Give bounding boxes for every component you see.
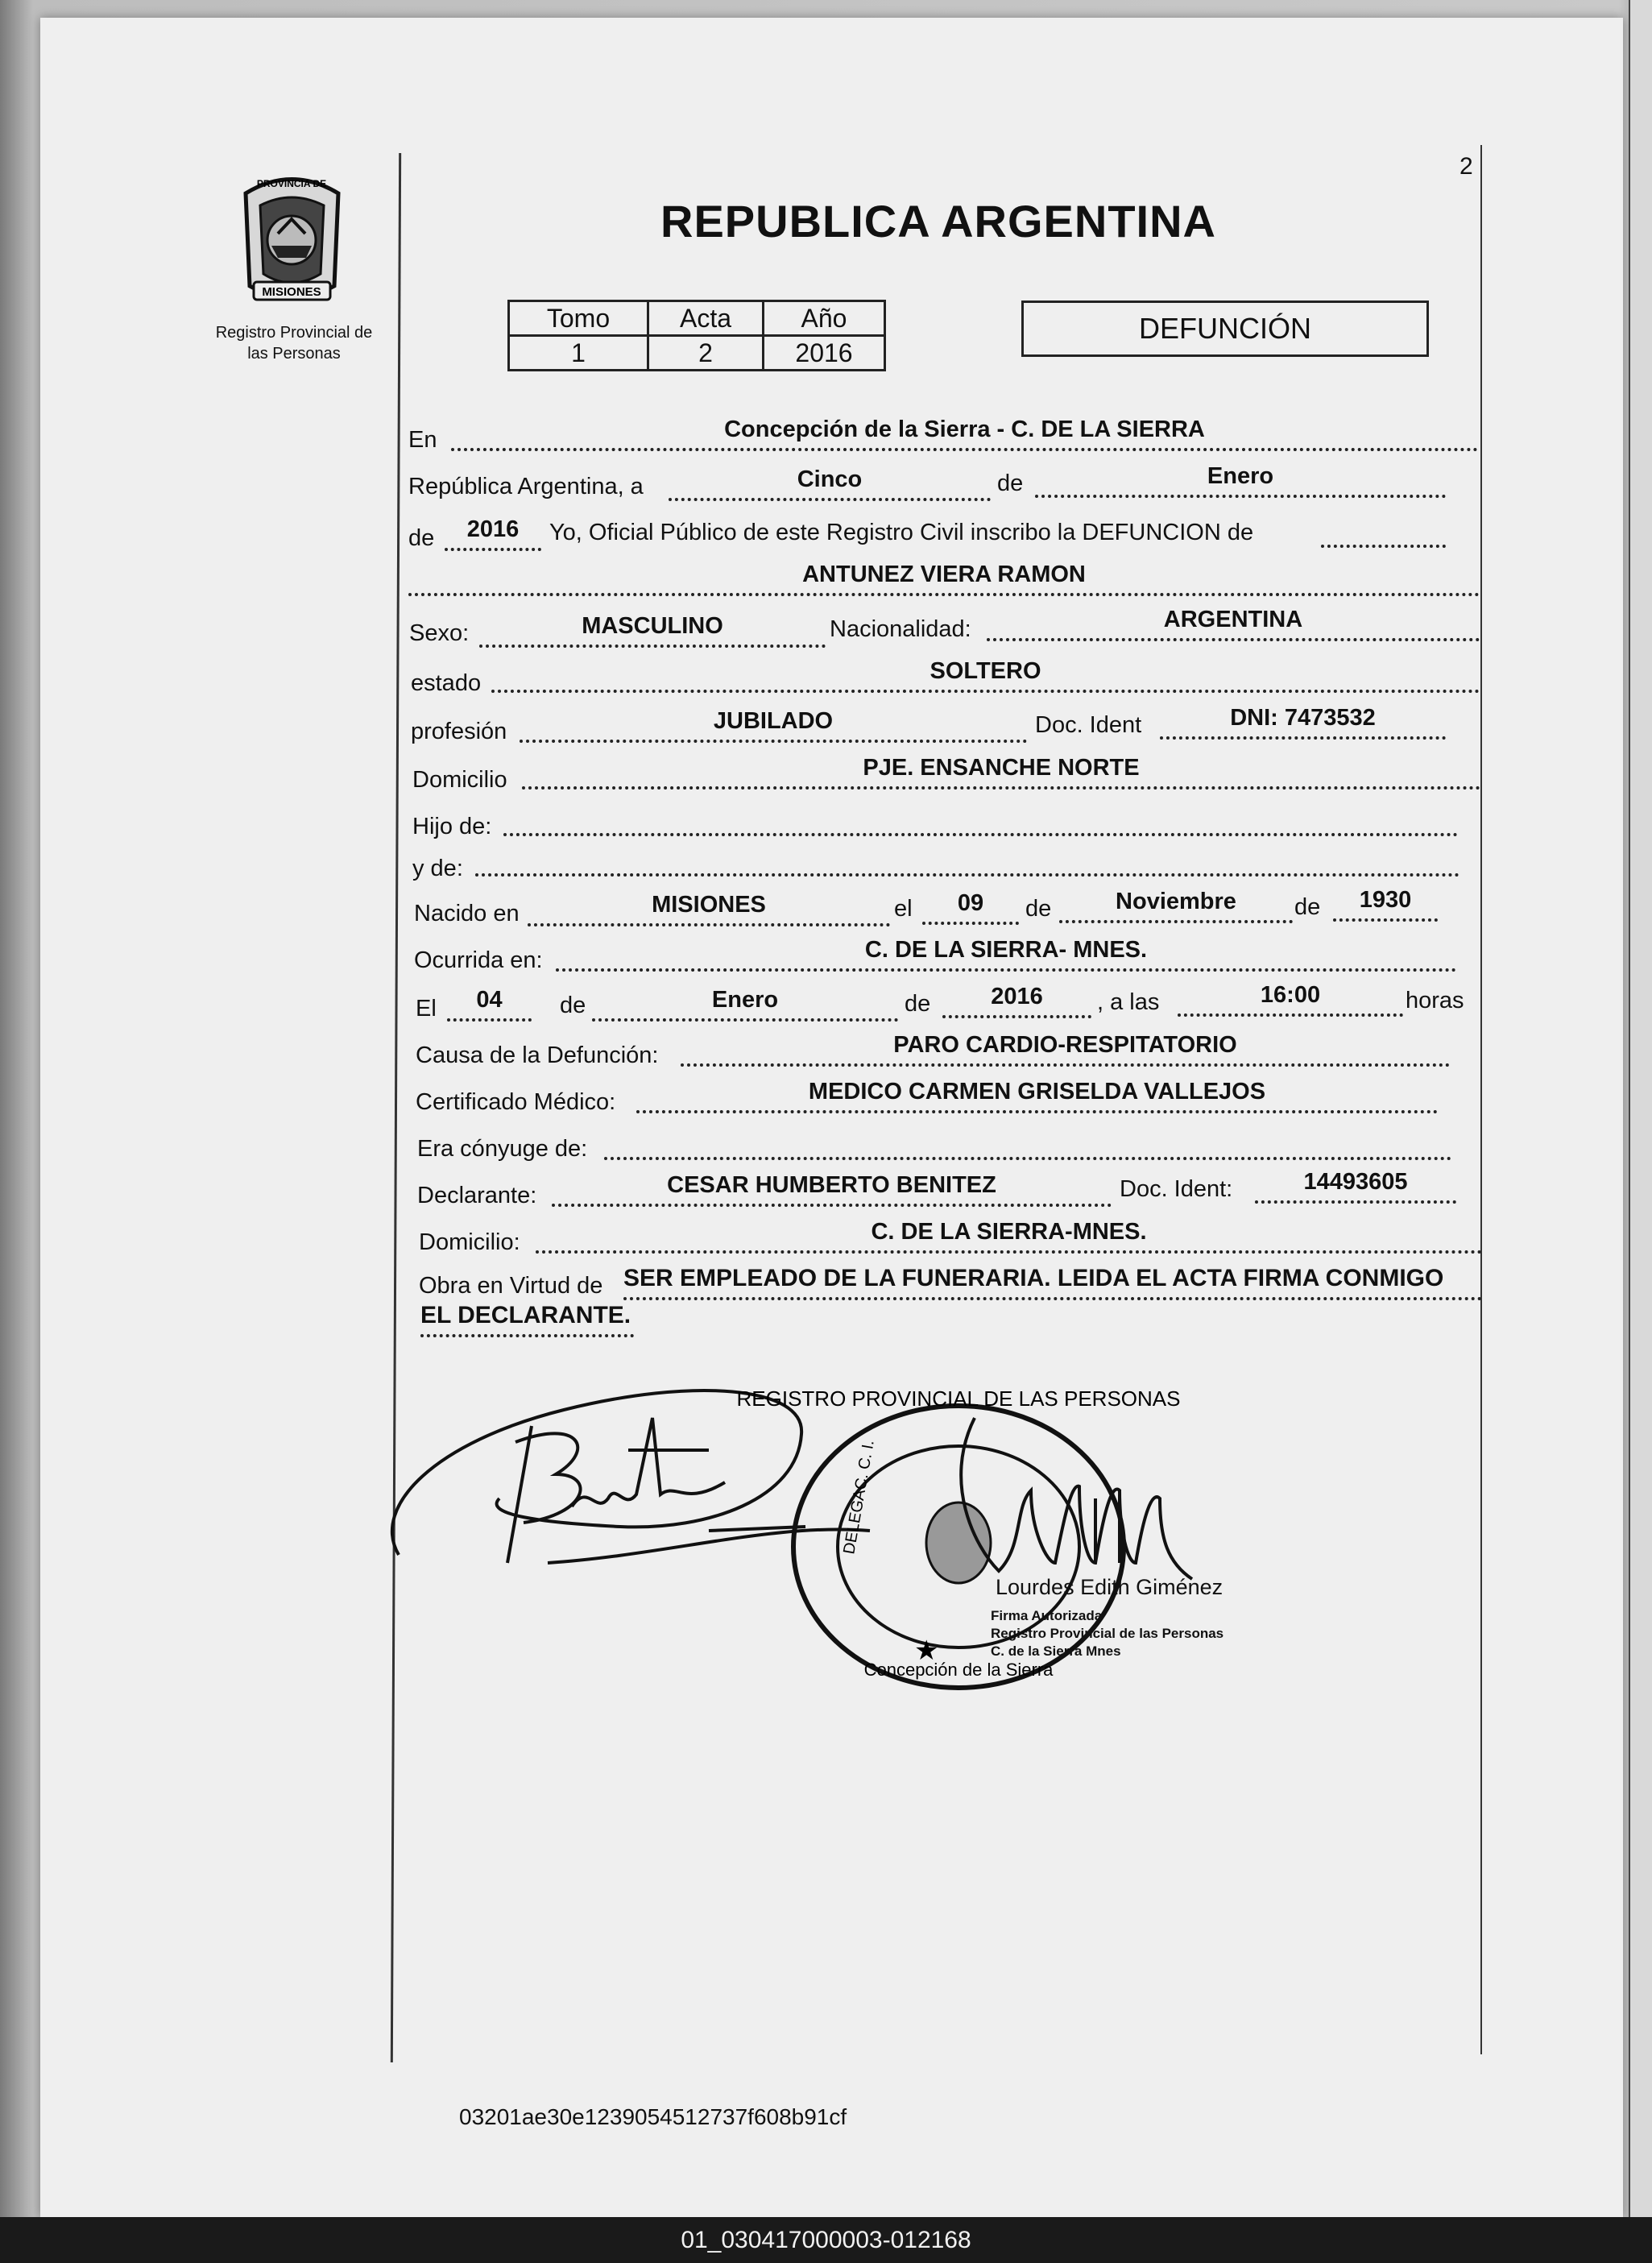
estado-value: SOLTERO	[491, 657, 1480, 693]
stamp-text: REGISTRO PROVINCIAL DE LAS PERSONAS	[736, 1386, 1181, 1411]
de6-label: de	[905, 991, 931, 1017]
official-office: Registro Provincial de las Personas	[991, 1626, 1224, 1641]
nac-dia-value: 09	[922, 889, 1019, 925]
profesion-label: profesión	[411, 719, 507, 744]
official-title: Firma Autorizada	[991, 1608, 1103, 1623]
el2-label: El	[416, 996, 437, 1022]
tome-act-year-table	[507, 300, 886, 371]
right-margin-rule	[1480, 145, 1482, 2054]
svg-text:★: ★	[914, 1635, 939, 1667]
page-number: 2	[1459, 153, 1473, 180]
declarant-signature	[392, 1391, 870, 1563]
def-anio-value: 2016	[942, 983, 1091, 1018]
en-label: En	[408, 427, 437, 453]
nac-mes-value: Noviembre	[1059, 888, 1293, 923]
yde-dots	[475, 870, 1459, 877]
nac-anio-value: 1930	[1333, 886, 1438, 922]
page-title: REPUBLICA ARGENTINA	[660, 196, 1216, 247]
ocurrida-label: Ocurrida en:	[414, 947, 543, 973]
official-name: Lourdes Edith Giménez	[996, 1575, 1223, 1599]
docident-label: Doc. Ident	[1035, 712, 1142, 738]
yo-dots	[1321, 541, 1446, 548]
yo-text: Yo, Oficial Público de este Registro Civil inscribo la DEFUNCION de	[549, 520, 1254, 545]
declarante-value: CESAR HUMBERTO BENITEZ	[552, 1171, 1112, 1207]
estado-label: estado	[411, 670, 482, 696]
stamp-place: Concepción de la Sierra	[863, 1660, 1054, 1680]
hora-value: 16:00	[1178, 981, 1403, 1017]
registry-label	[197, 322, 391, 364]
yde-label: y de:	[412, 856, 463, 881]
mes-value: Enero	[1035, 462, 1446, 498]
registry-label-line2: las Personas	[247, 345, 341, 363]
sexo-label: Sexo:	[409, 620, 470, 646]
nacionalidad-label: Nacionalidad:	[830, 616, 971, 642]
causa-value: PARO CARDIO-RESPITATORIO	[681, 1031, 1450, 1067]
stamp-delegation: DELEGAC. C. I.	[840, 1438, 878, 1556]
causa-label: Causa de la Defunción:	[416, 1042, 659, 1068]
decl-domicilio-value: C. DE LA SIERRA-MNES.	[536, 1218, 1482, 1254]
decl-doc-label: Doc. Ident:	[1120, 1176, 1233, 1202]
domicilio-value: PJE. ENSANCHE NORTE	[522, 754, 1480, 790]
de-label: de	[997, 470, 1024, 496]
ocurrida-value: C. DE LA SIERRA- MNES.	[556, 936, 1456, 972]
alas-label: , a las	[1097, 989, 1160, 1015]
domicilio-label: Domicilio	[412, 767, 507, 793]
table-cell-acta: 2	[648, 336, 764, 371]
obra-label: Obra en Virtud de	[419, 1273, 603, 1299]
profesion-value: JUBILADO	[520, 707, 1027, 743]
decl-doc-value: 14493605	[1255, 1168, 1456, 1204]
el-label: el	[894, 896, 913, 922]
de5-label: de	[560, 993, 586, 1018]
decl-domicilio-label: Domicilio:	[419, 1229, 520, 1255]
obra-value-line1: SER EMPLEADO DE LA FUNERARIA. LEIDA EL ACTA FIRMA CONMIGO	[623, 1265, 1482, 1300]
def-dia-value: 04	[447, 986, 532, 1022]
official-place: C. de la Sierra Mnes	[991, 1643, 1121, 1659]
logo-text-top: PROVINCIA DE	[256, 178, 327, 189]
dia-value: Cinco	[669, 466, 991, 501]
nombre-value: ANTUNEZ VIERA RAMON	[408, 561, 1480, 596]
conyuge-dots	[604, 1154, 1451, 1160]
scan-id-bar: 01_030417000003-012168	[0, 2217, 1652, 2263]
de3-label: de	[1025, 896, 1052, 922]
de4-label: de	[1294, 894, 1321, 920]
nacido-value: MISIONES	[528, 891, 890, 926]
docident-value: DNI: 7473532	[1160, 704, 1446, 740]
hijo-dots	[503, 830, 1458, 836]
official-signature	[961, 1418, 1192, 1579]
de2-label: de	[408, 525, 435, 551]
sexo-value: MASCULINO	[479, 612, 826, 648]
record-type-box: DEFUNCIÓN	[1021, 300, 1429, 357]
obra-value-line2: EL DECLARANTE.	[420, 1302, 634, 1337]
table-header-acta: Acta	[648, 301, 764, 336]
horas-label: horas	[1406, 988, 1464, 1013]
logo-text-bottom: MISIONES	[262, 285, 321, 299]
en-value: Concepción de la Sierra - C. DE LA SIERRA	[451, 416, 1478, 451]
def-mes-value: Enero	[592, 986, 898, 1022]
republica-label: República Argentina, a	[408, 474, 644, 499]
nacionalidad-value: ARGENTINA	[987, 606, 1480, 641]
adjacent-page-edge	[1629, 0, 1652, 2263]
nacido-label: Nacido en	[414, 901, 520, 926]
certificado-value: MEDICO CARMEN GRISELDA VALLEJOS	[636, 1078, 1438, 1113]
certificado-label: Certificado Médico:	[416, 1089, 616, 1115]
table-header-anio: Año	[764, 301, 885, 336]
anio-value: 2016	[445, 516, 541, 551]
document-hash: 03201ae30e1239054512737f608b91cf	[459, 2104, 847, 2129]
conyuge-label: Era cónyuge de:	[417, 1136, 588, 1162]
registry-label-line1: Registro Provincial de	[215, 324, 373, 342]
official-details	[991, 1607, 1223, 1660]
table-header-tomo: Tomo	[509, 301, 648, 336]
declarante-label: Declarante:	[417, 1183, 537, 1208]
province-coat-of-arms-icon	[230, 169, 354, 306]
hijo-label: Hijo de:	[412, 814, 492, 839]
table-cell-tomo: 1	[509, 336, 648, 371]
table-cell-anio: 2016	[764, 336, 885, 371]
